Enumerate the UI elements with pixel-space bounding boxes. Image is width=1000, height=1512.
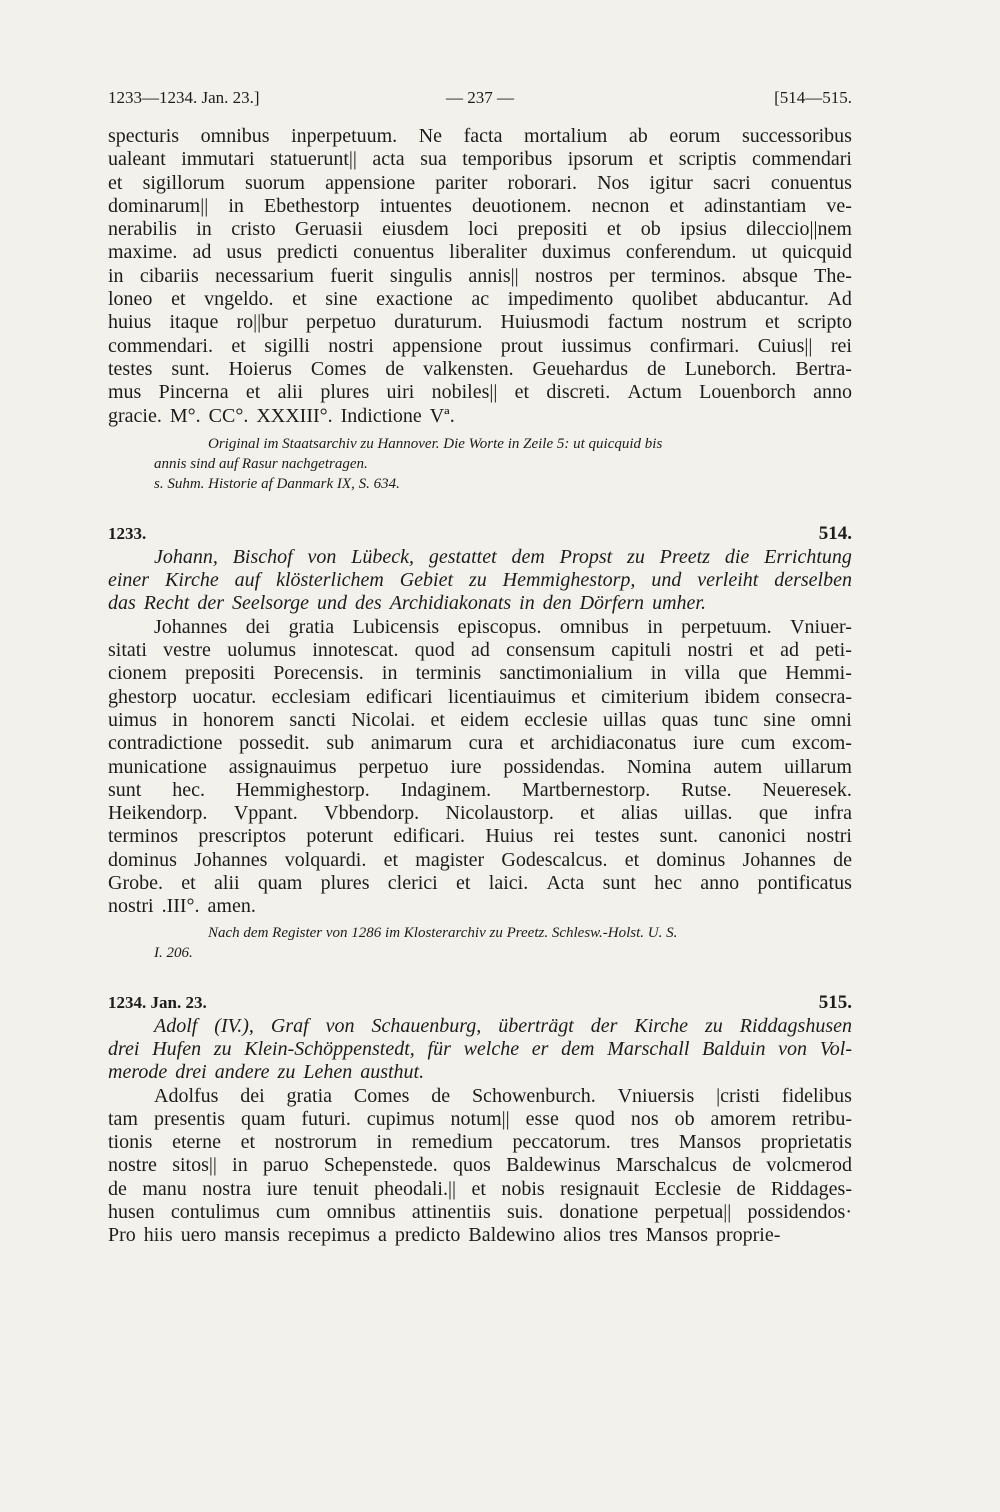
regest-line: merode drei andere zu Lehen austhut. [108, 1061, 425, 1084]
text-line: testes sunt. Hoierus Comes de valkensten. Geuehardus de Luneborch. Bertra- [108, 357, 852, 380]
text-line: nostre sitos|| in paruo Schepenstede. quos Baldewinus Marschalcus de volcmerod [108, 1154, 852, 1177]
text-line: mus Pincerna et alii plures uiri nobiles|| et discreti. Actum Louenborch anno [108, 381, 852, 404]
page-number: — 237 — [446, 88, 514, 107]
text-line: municatione assignauimus perpetuo iure possidendas. Nomina autem uillarum [108, 755, 852, 778]
text-line: Heikendorp. Vppant. Vbbendorp. Nicolaustorp. et alias uillas. que infra [108, 802, 852, 825]
source-note-line: s. Suhm. Historie af Danmark IX, S. 634. [154, 475, 400, 492]
text-line: dominus Johannes volquardi. et magister Godescalcus. et dominus Johannes de [108, 848, 852, 871]
text-line: et sigillorum suorum appensione pariter roborari. Nos igitur sacri conuentus [108, 171, 852, 194]
doc-515-heading [108, 991, 852, 1015]
text-line: gracie. M°. CC°. XXXIII°. Indictione Vª. [108, 404, 455, 427]
header-date-range: 1233—1234. Jan. 23.] [108, 88, 260, 107]
source-note-line: annis sind auf Rasur nachgetragen. [154, 455, 368, 472]
text-line: cionem prepositi Porecensis. in terminis sanctimonialium in villa que Hemmi- [108, 662, 852, 685]
text-line: tam presentis quam futuri. cupimus notum|| esse quod nos ob amorem retribu- [108, 1107, 852, 1130]
doc-514-number: 514. [818, 522, 852, 544]
doc-514-text [108, 616, 852, 919]
text-line: uimus in honorem sancti Nicolai. et eidem ecclesie uillas quas tunc sine omni [108, 708, 852, 731]
text-line: ghestorp uocatur. ecclesiam edificari licentiauimus et cimiterium ibidem consecra- [108, 685, 852, 708]
text-line: contradictione possedit. sub animarum cura et archidiaconatus iure cum excom- [108, 732, 852, 755]
regest-line: das Recht der Seelsorge und des Archidiakonats in den Dörfern umher. [108, 592, 706, 615]
text-line: terminos prescriptos poterunt edificari. Huius rei testes sunt. canonici nostri [108, 825, 852, 848]
running-header [108, 88, 852, 114]
regest-line: drei Hufen zu Klein-Schöppenstedt, für welche er dem Marschall Balduin von Vol- [108, 1037, 852, 1060]
continuation-text [108, 125, 852, 428]
doc-515-number: 515. [818, 991, 852, 1013]
text-line: commendari. et sigilli nostri appensione prout iussimus confirmari. Cuius|| rei [108, 334, 852, 357]
text-line: sunt hec. Hemmighestorp. Indaginem. Martbernestorp. Rutse. Neueresek. [108, 778, 852, 801]
text-line: husen contulimus cum omnibus attinentiis suis. donatione perpetua|| possidendos· [108, 1200, 852, 1223]
text-line: dominarum|| in Ebethestorp intuentes deuotionem. necnon et adinstantiam ve- [108, 194, 852, 217]
source-note-line: I. 206. [154, 944, 193, 961]
doc-514-notes [108, 923, 852, 963]
page-body [108, 125, 852, 1248]
regest-line: Adolf (IV.), Graf von Schauenburg, überträgt der Kirche zu Riddagshusen [154, 1014, 852, 1037]
doc-515-year: 1234. Jan. 23. [108, 992, 207, 1012]
text-line: in cibariis necessarium fuerit singulis annis|| nostros per terminos. absque The- [108, 264, 852, 287]
header-doc-range: [514—515. [774, 88, 852, 107]
text-line: ualeant immutari statuerunt|| acta sua temporibus ipsorum et scriptis commendari [108, 148, 852, 171]
doc-514-regest [108, 546, 852, 616]
text-line: Johannes dei gratia Lubicensis episcopus. omnibus in perpetuum. Vniuer- [154, 615, 852, 638]
text-line: sitati vestre uolumus innotescat. quod ad consensum capituli nostri et ad peti- [108, 639, 852, 662]
doc-515-regest [108, 1015, 852, 1085]
doc-514-year: 1233. [108, 523, 147, 543]
doc-515-text [108, 1085, 852, 1248]
text-line: tionis eterne et nostrorum in remedium peccatorum. tres Mansos proprietatis [108, 1131, 852, 1154]
text-line: nostri .III°. amen. [108, 895, 256, 918]
text-line: Pro hiis uero mansis recepimus a predicto Baldewino alios tres Mansos proprie- [108, 1224, 781, 1247]
text-line: nerabilis in cristo Geruasii eiusdem loci prepositi et ob ipsius dileccio||nem [108, 218, 852, 241]
regest-line: einer Kirche auf klösterlichem Gebiet zu Hemmighestorp, und verleiht derselben [108, 569, 852, 592]
regest-line: Johann, Bischof von Lübeck, gestattet dem Propst zu Preetz die Errichtung [154, 545, 852, 568]
text-line: Grobe. et alii quam plures clerici et laici. Acta sunt hec anno pontificatus [108, 872, 852, 895]
text-line: huius itaque ro||bur perpetuo duraturum. Huiusmodi factum nostrum et scripto [108, 311, 852, 334]
text-line: specturis omnibus inperpetuum. Ne facta mortalium ab eorum successoribus [108, 125, 852, 147]
continuation-notes [108, 434, 852, 494]
text-line: de manu nostra iure tenuit pheodali.|| et nobis resignauit Ecclesie de Riddages- [108, 1177, 852, 1200]
text-line: loneo et vngeldo. et sine exactione ac impedimento quolibet abducantur. Ad [108, 288, 852, 311]
doc-514-heading [108, 522, 852, 546]
text-line: maxime. ad usus predicti conuentus liberaliter duximus conferendum. ut quicquid [108, 241, 852, 264]
source-note-line: Original im Staatsarchiv zu Hannover. Die Worte in Zeile 5: ut quicquid bis [208, 435, 663, 452]
text-line: Adolfus dei gratia Comes de Schowenburch. Vniuersis |cristi fidelibus [154, 1084, 852, 1107]
source-note-line: Nach dem Register von 1286 im Klosterarchiv zu Preetz. Schlesw.-Holst. U. S. [208, 924, 678, 941]
